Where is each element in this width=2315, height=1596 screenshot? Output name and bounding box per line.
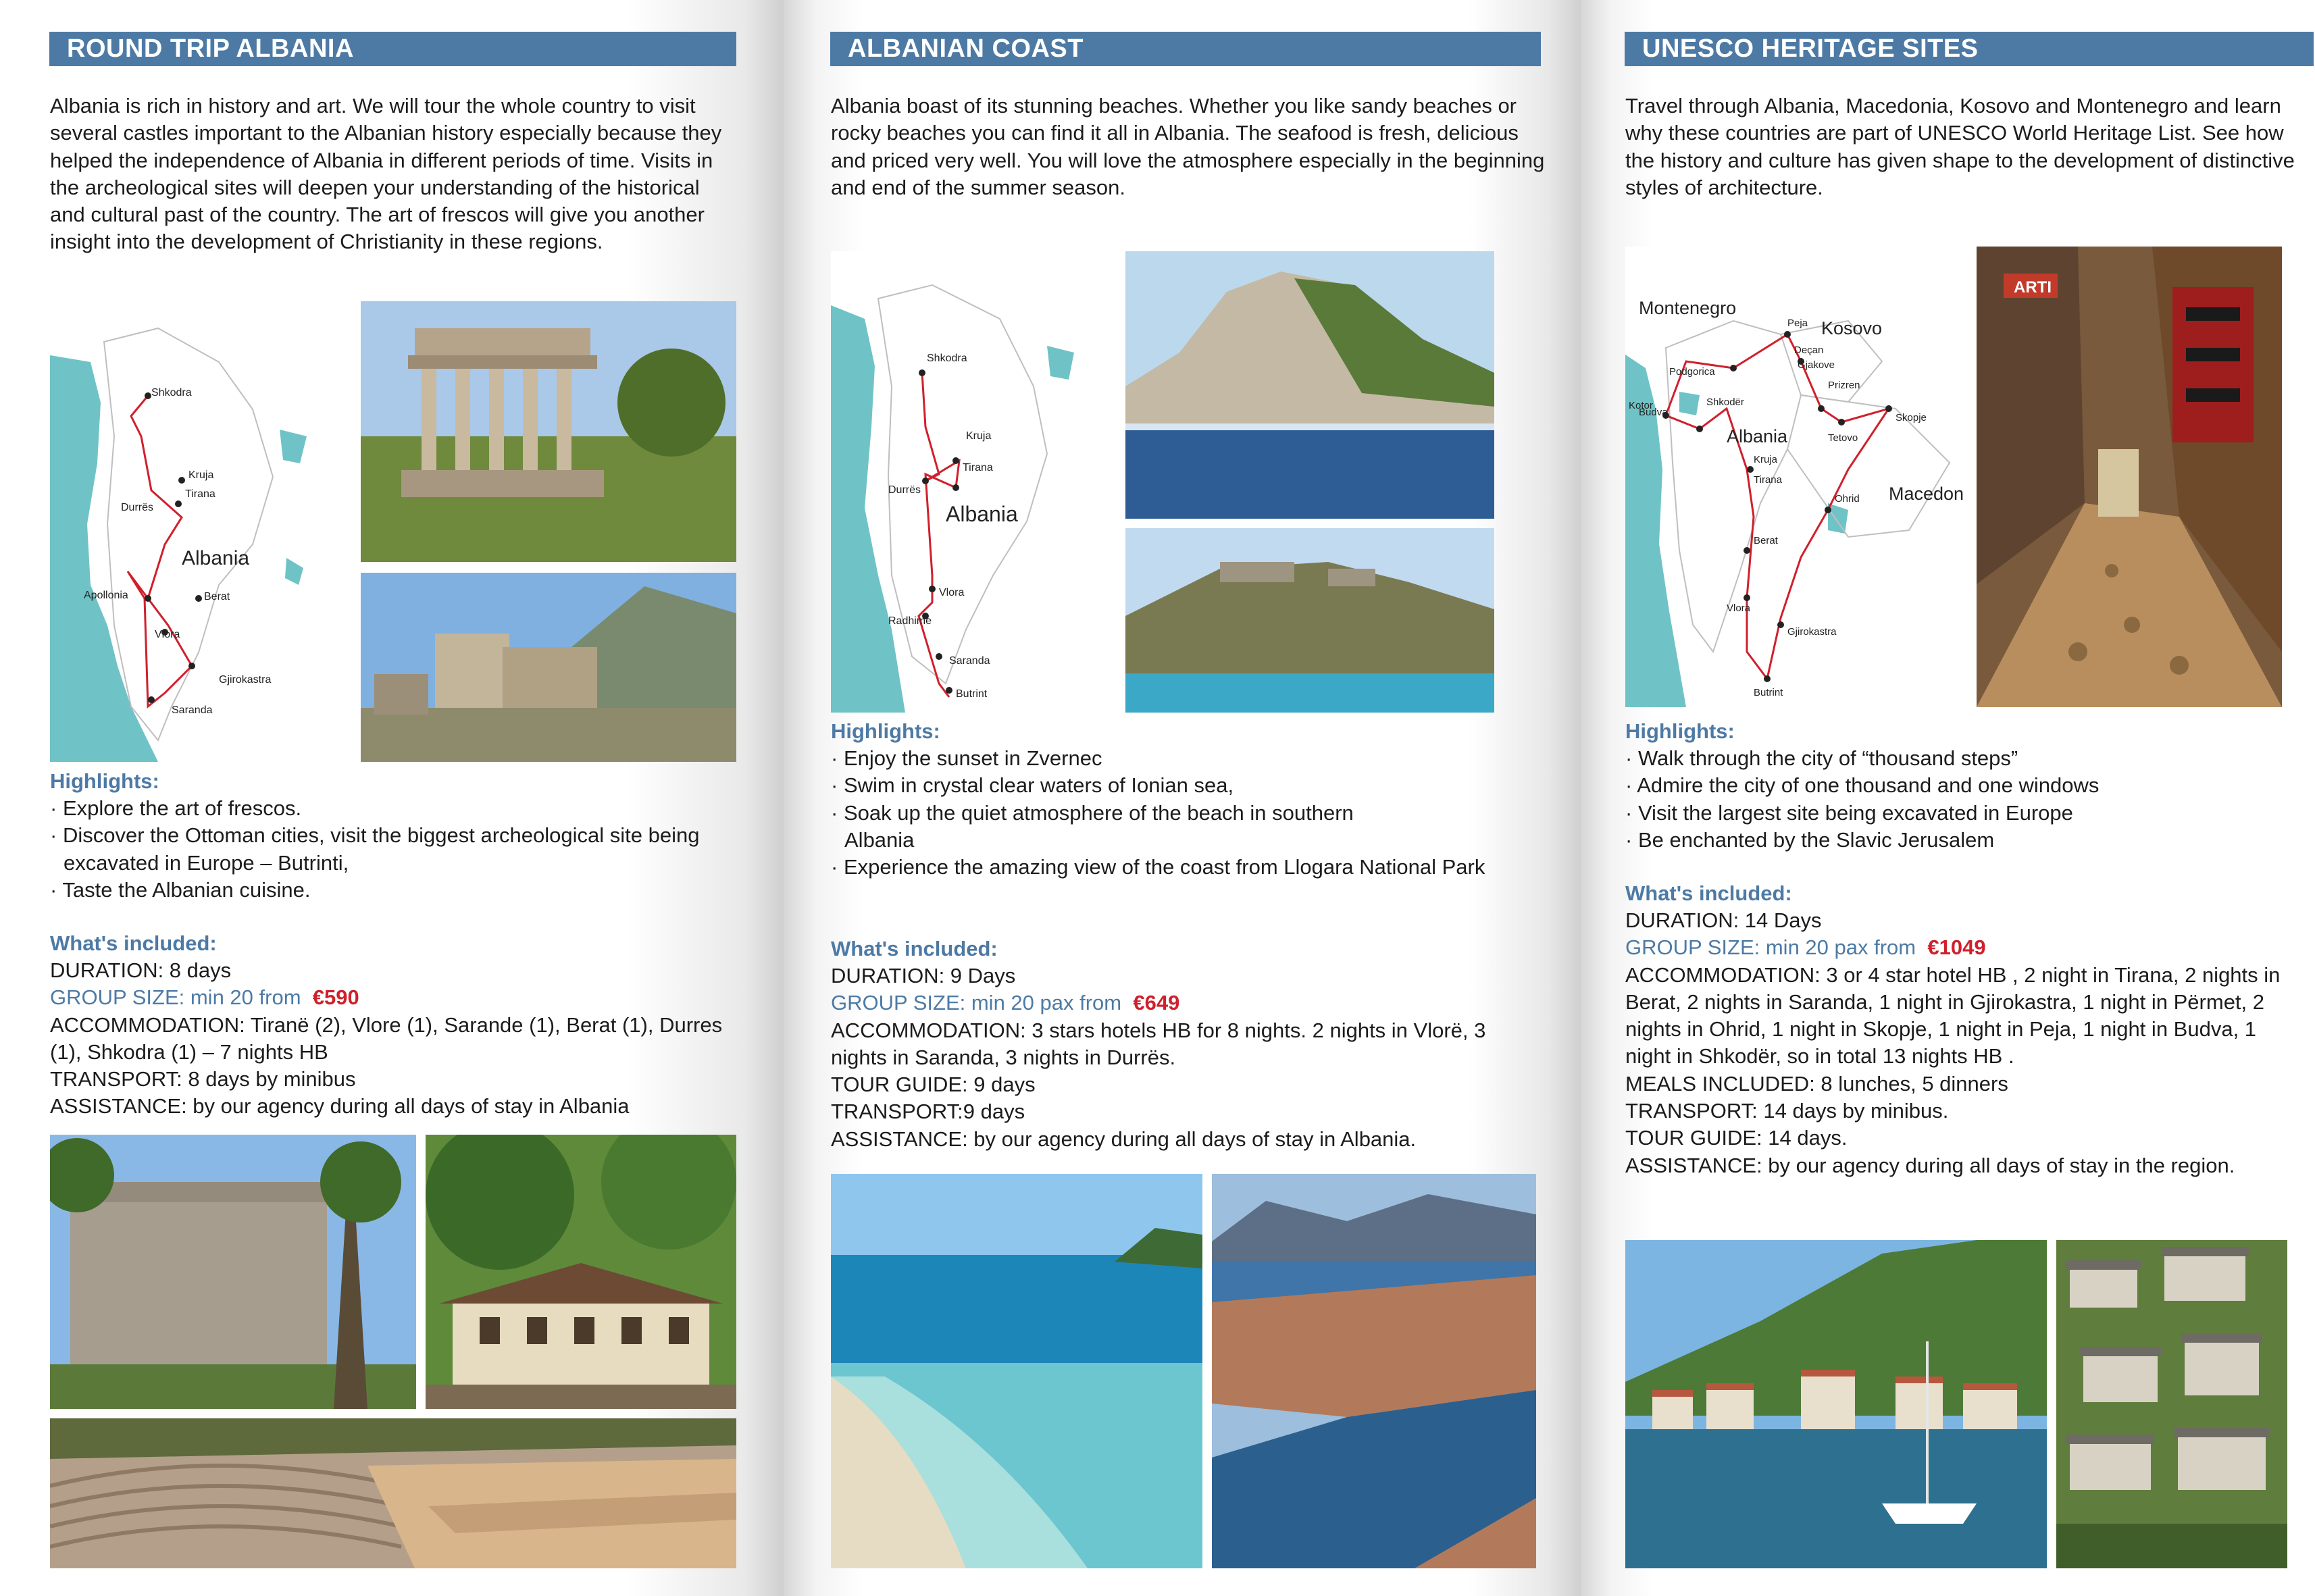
highlight-item: · Taste the Albanian cuisine.: [50, 877, 311, 902]
included-details: [831, 962, 1547, 1153]
highlight-item: · Swim in crystal clear waters of Ionian sea,: [831, 773, 1234, 798]
highlights-list: [50, 795, 732, 904]
panel-round-trip: [0, 0, 784, 1596]
included-details: [1625, 907, 2304, 1179]
map-city-label: Gjakove: [1798, 359, 1835, 371]
group-size: GROUP SIZE: min 20 from: [50, 985, 301, 1010]
price: €1049: [1927, 935, 1986, 960]
map-city-label: Butrint: [956, 688, 988, 700]
group-size-row: [1625, 934, 2304, 961]
map-country-label: Montenegro: [1639, 298, 1737, 318]
transport: TRANSPORT: 8 days by minibus: [50, 1067, 356, 1091]
map-city-label: Tirana: [185, 488, 215, 500]
map-city-label: Gjirokastra: [1787, 626, 1837, 638]
route-map: [50, 301, 349, 762]
tour-guide: TOUR GUIDE: 9 days: [831, 1073, 1036, 1097]
highlights-label: Highlights:: [1625, 719, 1735, 743]
highlight-item: · Visit the largest site being excavated in Europe: [1625, 800, 2073, 825]
group-size-row: [50, 984, 742, 1011]
map-city-label: Peja: [1787, 317, 1808, 329]
section-title: ALBANIAN COAST: [830, 32, 1541, 66]
highlight-item: · Soak up the quiet atmosphere of the beach in southern Albania: [831, 800, 1354, 852]
map-city-label: Saranda: [949, 655, 990, 667]
intro-text: Travel through Albania, Macedonia, Kosovo and Montenegro and learn why these countries are part of UNESCO World Heritage List. See how the history and culture has given shape to the development of distinctive styles of architecture.: [1625, 94, 2295, 199]
duration: DURATION: 14 Days: [1625, 908, 1822, 932]
round-tower-photo: [50, 1135, 416, 1409]
highlight-item: · Admire the city of one thousand and one windows: [1625, 773, 2100, 798]
map-city-label: Kotor: [1629, 400, 1653, 411]
map-city-label: Vlora: [1727, 602, 1751, 614]
shop-sign: ARTI: [2014, 278, 2052, 297]
map-city-label: Kruja: [966, 430, 992, 442]
section-title: ROUND TRIP ALBANIA: [49, 32, 736, 66]
map-city-label: Vlora: [939, 587, 965, 598]
assistance: ASSISTANCE: by our agency during all days of stay in Albania: [50, 1094, 630, 1118]
map-city-label: Skopje: [1896, 412, 1927, 423]
map-city-label: Tirana: [963, 462, 993, 473]
duration: DURATION: 8 days: [50, 958, 232, 982]
map-city-label: Tetovo: [1828, 432, 1858, 444]
castle-photo: [361, 573, 736, 762]
included-label: What's included:: [1625, 881, 1792, 905]
highlight-item: · Discover the Ottoman cities, visit the biggest archeological site being excavated in Europe – Butrinti,: [50, 823, 700, 875]
map-city-label: Saranda: [172, 704, 213, 716]
map-city-label: Prizren: [1828, 380, 1860, 391]
highlight-item: · Walk through the city of “thousand steps”: [1625, 746, 2018, 770]
accommodation: ACCOMMODATION: 3 or 4 star hotel HB , 2 night in Tirana, 2 nights in Berat, 2 nights in Saranda, 1 night in Gjirokastra, 1 night in Përmet, 2 nights in Ohrid, 1 night in Skopje, 1 night in Peja, 1 night in Budva, 1 night in Shkodër, so in total 13 nights HB .: [1625, 962, 2281, 1069]
ottoman-house-photo: [426, 1135, 736, 1409]
map-city-label: Butrint: [1754, 687, 1783, 698]
map-city-label: Berat: [204, 591, 230, 602]
meals: MEALS INCLUDED: 8 lunches, 5 dinners: [1625, 1071, 2008, 1096]
highlight-item: · Explore the art of frescos.: [50, 796, 302, 820]
price: €649: [1133, 991, 1180, 1015]
panel-unesco: [1581, 0, 2315, 1596]
bazaar-street-photo: [1977, 247, 2282, 707]
map-city-label: Berat: [1754, 535, 1778, 546]
temple-ruins-photo: [361, 301, 736, 562]
accommodation: ACCOMMODATION: 3 stars hotels HB for 8 nights. 2 nights in Vlorë, 3 nights in Saranda, 3 nights in Durrës.: [831, 1018, 1486, 1069]
clear-water-beach-photo: [831, 1174, 1202, 1568]
highlight-item: · Be enchanted by the Slavic Jerusalem: [1625, 827, 1995, 852]
transport: TRANSPORT:9 days: [831, 1100, 1025, 1124]
highlights-list: [831, 745, 1506, 881]
group-size: GROUP SIZE: min 20 pax from: [831, 991, 1122, 1015]
lakeside-town-photo: [1212, 1174, 1536, 1568]
transport: TRANSPORT: 14 days by minibus.: [1625, 1099, 1949, 1123]
amphitheatre-photo: [50, 1418, 736, 1568]
duration: DURATION: 9 Days: [831, 964, 1016, 987]
harbour-village-photo: [1625, 1240, 2047, 1568]
section-title: UNESCO HERITAGE SITES: [1625, 32, 2314, 66]
map-city-label: Durrës: [121, 502, 154, 513]
map-city-label: Kruja: [1754, 454, 1778, 465]
highlight-item: · Enjoy the sunset in Zvernec: [831, 746, 1102, 770]
intro-text: Albania boast of its stunning beaches. Whether you like sandy beaches or rocky beaches you can find it all in Albania. The seafood is fresh, delicious and priced very well. You will love the atmosphere especially in the beginning and end of the summer season.: [831, 94, 1545, 199]
map-city-label: Vlora: [155, 629, 180, 640]
map-city-label: Budva: [1639, 407, 1668, 418]
map-city-label: Apollonia: [84, 590, 128, 601]
map-city-label: Deçan: [1794, 344, 1824, 356]
map-city-label: Shkodër: [1706, 396, 1744, 408]
highlights-label: Highlights:: [50, 769, 159, 793]
included-label: What's included:: [50, 931, 217, 955]
map-city-label: Kruja: [188, 469, 214, 481]
price: €590: [312, 985, 359, 1010]
highlights-list: [1625, 745, 2308, 854]
panel-albanian-coast: [784, 0, 1581, 1596]
stone-houses-photo: [2056, 1240, 2287, 1568]
map-city-label: Shkodra: [927, 353, 967, 364]
unesco-route-map: [1625, 247, 1964, 707]
highlight-item: · Experience the amazing view of the coast from Llogara National Park: [831, 855, 1485, 879]
map-country-label: Kosovo: [1821, 318, 1883, 338]
accommodation: ACCOMMODATION: Tiranë (2), Vlore (1), Sarande (1), Berat (1), Durres (1), Shkodra (1) – 7 nights HB: [50, 1012, 723, 1064]
group-size-row: [831, 989, 1547, 1016]
map-country-label: Macedon: [1889, 484, 1964, 504]
map-city-label: Podgorica: [1669, 366, 1715, 378]
coast-route-map: [831, 251, 1116, 713]
map-city-label: Durrës: [888, 484, 921, 496]
map-city-label: Radhime: [888, 615, 932, 627]
map-country-label: Albania: [1727, 426, 1788, 446]
map-city-label: Shkodra: [151, 387, 192, 398]
assistance: ASSISTANCE: by our agency during all days of stay in Albania.: [831, 1127, 1417, 1151]
fortress-hill-photo: [1125, 528, 1494, 713]
map-country-label: Albania: [182, 547, 250, 569]
map-city-label: Gjirokastra: [219, 674, 272, 686]
assistance: ASSISTANCE: by our agency during all days of stay in the region.: [1625, 1153, 2235, 1177]
included-details: [50, 957, 742, 1121]
group-size: GROUP SIZE: min 20 pax from: [1625, 935, 1916, 960]
highlights-label: Highlights:: [831, 719, 940, 743]
included-label: What's included:: [831, 937, 998, 960]
tour-guide: TOUR GUIDE: 14 days.: [1625, 1126, 1848, 1150]
map-country-label: Albania: [946, 502, 1018, 526]
map-city-label: Ohrid: [1835, 493, 1860, 505]
rocky-island-photo: [1125, 251, 1494, 519]
intro-text: Albania is rich in history and art. We will tour the whole country to visit several castles important to the Albanian history especially because they helped the independence of Albania in different periods of time. Visits in the archeological sites will deepen your understanding of the historical and cultural past of the country. The art of frescos will give you another insight into the development of Christianity in these regions.: [50, 94, 722, 254]
map-city-label: Tirana: [1754, 474, 1782, 486]
